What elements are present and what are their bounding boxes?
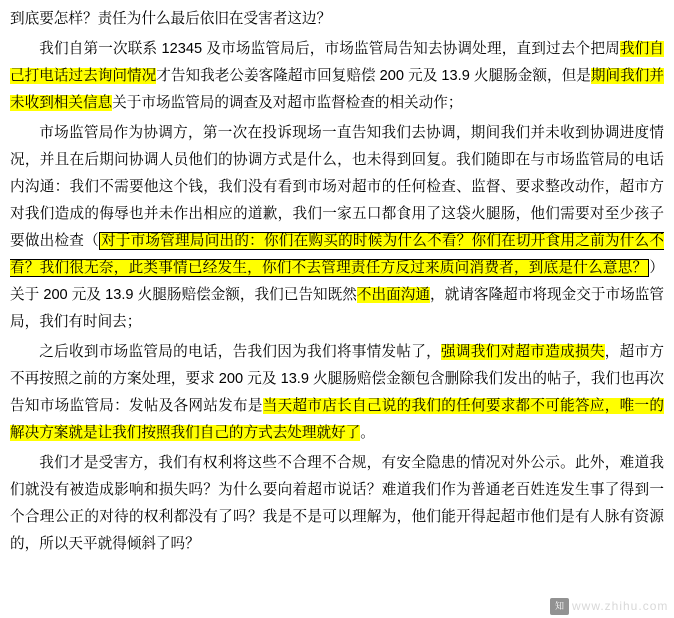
boxed-highlighted-text: 对于市场管理局问出的：你们在购买的时候为什么不看？你们在切开食用之前为什么不看？我们很无奈，此类事情已经发生，你们不去管理责任方反过来质问消费者，到底是什么意思？ [10, 233, 664, 276]
text-run: 。 [360, 425, 375, 441]
text-run: ）关于 200 元及 13.9 火腿肠赔偿金额，我们已告知既然 [10, 260, 664, 303]
paragraph [10, 120, 664, 336]
highlighted-text: 强调我们对超市造成损失 [441, 344, 605, 360]
text-run: 之后收到市场监管局的电话，告我们因为我们将事情发帖了， [39, 344, 442, 360]
paragraph [10, 339, 664, 447]
text-run: ，超市方不再按照之前的方案处理，要求 200 元及 13.9 火腿肠赔偿金额包含删除我们发出的帖子，我们也再次告知市场监管局：发帖及各网站发布是 [10, 344, 664, 414]
text-run: 关于市场监管局的调查及对超市监督检查的相关动作； [112, 95, 463, 111]
highlighted-text: 期间我们并未收到相关信息 [10, 68, 664, 111]
paragraph [10, 36, 664, 117]
text-run: 但是 [561, 68, 591, 84]
text-run: 才告知我老公姜客隆超市回复赔偿 200 元及 13.9 火腿肠金额， [156, 68, 562, 84]
watermark [550, 596, 670, 616]
paragraph [10, 6, 664, 33]
highlighted-text: 我们自己打电话过去询问情况 [10, 41, 664, 84]
text-run: 我们自第一次联系 12345 及市场监管局后，市场监管局告知去协调处理，直到过去个把周 [39, 41, 620, 57]
paragraph [10, 450, 664, 558]
text-run: ，就请客隆超市将现金交于市场监管局，我们有时间去； [10, 287, 664, 330]
text-run: 到底要怎样？责任为什么最后依旧在受害者这边？ [10, 11, 332, 27]
watermark-badge-icon: 知 [550, 598, 569, 615]
highlighted-text: 当天超市店长自己说的我们的任何要求都不可能答应，唯一的解决方案就是让我们按照我们自己的方式去处理就好了 [10, 398, 664, 441]
text-run: 我们才是受害方，我们有权利将这些不合理不合规，有安全隐患的情况对外公示。此外，难道我们就没有被造成影响和损失吗？为什么要向着超市说话？难道我们作为普通老百姓连发生事了得到一个合理公正的对待的权利都没有了吗？我是不是可以理解为，他们能开得起超市他们是有人脉有资源的，所以天平就得倾斜了吗？ [10, 455, 664, 552]
text-run: 市场监管局作为协调方，第一次在投诉现场一直告知我们去协调，期间我们并未收到协调进度情况，并且在后期问协调人员他们的协调方式是什么，也未得到回复。我们随即在与市场监管局的电话内沟通：我们不需要他这个钱，我们没有看到市场对超市的任何检查、监督、要求整改动作，超市方对我们造成的侮辱也并未作出相应的道歉，我们一家五口都食用了这袋火腿肠，他们需要对至少孩子要做出检查（ [10, 125, 664, 249]
highlighted-text: 不出面沟通 [356, 287, 431, 303]
watermark-text: www.zhihu.com [572, 599, 669, 613]
